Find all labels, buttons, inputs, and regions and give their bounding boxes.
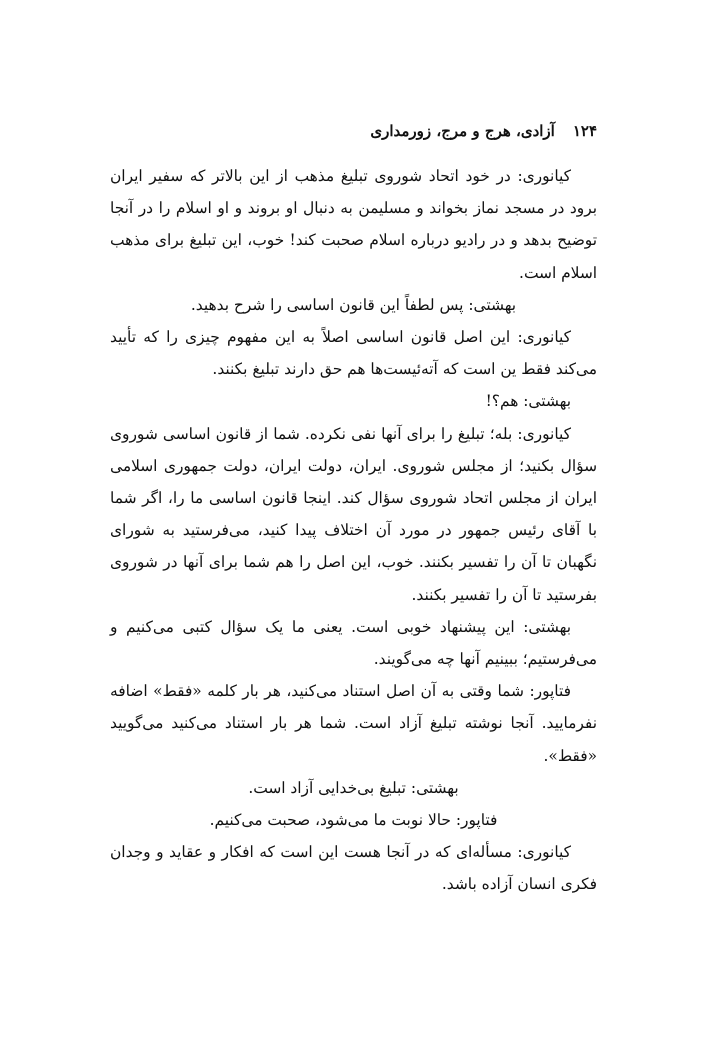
speaker-name: بهشتی: — [468, 295, 517, 314]
speaker-name: فتاپور: — [455, 811, 498, 830]
dialogue-text: پس لطفاً این قانون اساسی را شرح بدهید. — [190, 295, 464, 314]
body-text — [110, 160, 597, 901]
paragraph — [110, 418, 597, 611]
page-number: ۱۲۴ — [572, 122, 597, 140]
paragraph — [110, 772, 597, 804]
dialogue-text: این اصل قانون اساسی اصلاً به این مفهوم چیزی را که تأیید می‌کند فقط ین است که آته‌ئیست‌ها هم حق دارند تبلیغ بکنند. — [110, 328, 597, 379]
speaker-name: بهشتی: — [523, 617, 571, 636]
paragraph — [110, 675, 597, 772]
paragraph — [110, 611, 597, 675]
speaker-name: کیانوری: — [517, 167, 571, 185]
dialogue-text: حالا نوبت ما می‌شود، صحبت می‌کنیم. — [209, 811, 451, 830]
speaker-name: کیانوری: — [517, 843, 571, 862]
paragraph — [110, 836, 597, 900]
speaker-name: بهشتی: — [523, 392, 571, 411]
page-header — [110, 118, 597, 144]
dialogue-text: هم؟! — [485, 392, 519, 411]
dialogue-text: بله؛ تبلیغ را برای آنها نفی نکرده. شما از قانون اساسی شوروی سؤال بکنید؛ از مجلس شوروی. ایران، دولت ایران، دولت جمهوری اسلامی ایران از مجلس اتحاد شوروی سؤال کند. اینجا قانون اساسی ما را، اگر شما با آقای رئیس جمهور در مورد آن اختلاف پیدا کنید، می‌فرستید به شورای نگهبان تا آن را تفسیر بکنند. خوب، این اصل را هم شما برای آنها در شوروی بفرستید تا آن را تفسیر بکنند. — [110, 424, 597, 604]
paragraph — [110, 289, 597, 321]
paragraph — [110, 385, 597, 417]
dialogue-text: شما وقتی به آن اصل استناد می‌کنید، هر بار کلمه «فقط» اضافه نفرمایید. آنجا نوشته تبلیغ آزاد است. شما هر بار استناد می‌کنید می‌گویید «فقط». — [110, 682, 597, 765]
paragraph — [110, 321, 597, 385]
dialogue-text: این پیشنهاد خوبی است. یعنی ما یک سؤال کتبی می‌کنیم و می‌فرستیم؛ ببینیم آنها چه می‌گویند. — [110, 617, 597, 669]
speaker-name: بهشتی: — [410, 778, 459, 797]
paragraph — [110, 160, 597, 289]
dialogue-text: تبلیغ بی‌خدایی آزاد است. — [248, 778, 406, 797]
speaker-name: کیانوری: — [517, 424, 571, 443]
dialogue-text: در خود اتحاد شوروی تبلیغ مذهب از این بالاتر که سفیر ایران برود در مسجد نماز بخواند و مسلیمن به دنبال او بروند و او اسلام را در آنجا توضیح بدهد و در رادیو درباره اسلام صحبت کند! خوب، این تبلیغ برای مذهب اسلام است. — [110, 167, 597, 282]
speaker-name: کیانوری: — [517, 328, 571, 347]
paragraph — [110, 804, 597, 836]
running-title: آزادی، هرج و مرج، زورمداری — [370, 122, 555, 140]
speaker-name: فتاپور: — [529, 682, 571, 701]
dialogue-text: مسأله‌ای که در آنجا هست این است که افکار و عقاید و وجدان فکری انسان آزاده باشد. — [110, 843, 597, 894]
